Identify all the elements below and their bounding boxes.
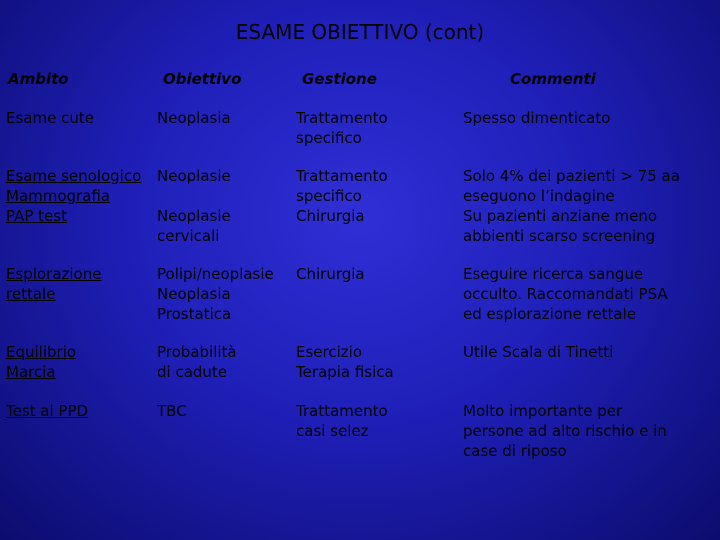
row-2-ambito: Esame senologico Mammografia PAP test xyxy=(6,167,142,225)
row-1-commenti: Spesso dimenticato xyxy=(463,109,611,127)
slide-title: ESAME OBIETTIVO (cont) xyxy=(235,20,485,44)
row-2-gestione: Trattamento specifico Chirurgia xyxy=(296,167,388,225)
row-5-gestione: Trattamento casi selez xyxy=(296,402,388,440)
row-1-obiettivo: Neoplasia xyxy=(157,109,231,127)
row-2-commenti: Solo 4% dei pazienti > 75 aa eseguono l’indagine Su pazienti anziane meno abbienti scarso screening xyxy=(463,167,680,245)
row-3-commenti: Eseguire ricerca sangue occulto. Raccomandati PSA ed esplorazione rettale xyxy=(463,265,668,323)
header-ambito: Ambito xyxy=(8,70,69,88)
row-4-commenti: Utile Scala di Tinetti xyxy=(463,343,614,361)
row-4-gestione: Esercizio Terapia fisica xyxy=(296,343,394,381)
header-obiettivo: Obiettivo xyxy=(163,70,242,88)
row-4-ambito: Equilibrio Marcia xyxy=(6,343,77,381)
row-2-obiettivo: Neoplasie Neoplasie cervicali xyxy=(157,167,231,245)
row-3-gestione: Chirurgia xyxy=(296,265,365,283)
row-5-ambito: Test al PPD xyxy=(6,402,89,420)
row-1-ambito: Esame cute xyxy=(6,109,94,127)
row-3-obiettivo: Polipi/neoplasie Neoplasia Prostatica xyxy=(157,265,274,323)
header-commenti: Commenti xyxy=(510,70,596,88)
row-1-gestione: Trattamento specifico xyxy=(296,109,388,147)
row-5-commenti: Molto importante per persone ad alto rischio e in case di riposo xyxy=(463,402,667,460)
row-4-obiettivo: Probabilità di cadute xyxy=(157,343,237,381)
row-3-ambito: Esplorazione rettale xyxy=(6,265,102,303)
row-5-obiettivo: TBC xyxy=(157,402,187,420)
header-gestione: Gestione xyxy=(302,70,377,88)
